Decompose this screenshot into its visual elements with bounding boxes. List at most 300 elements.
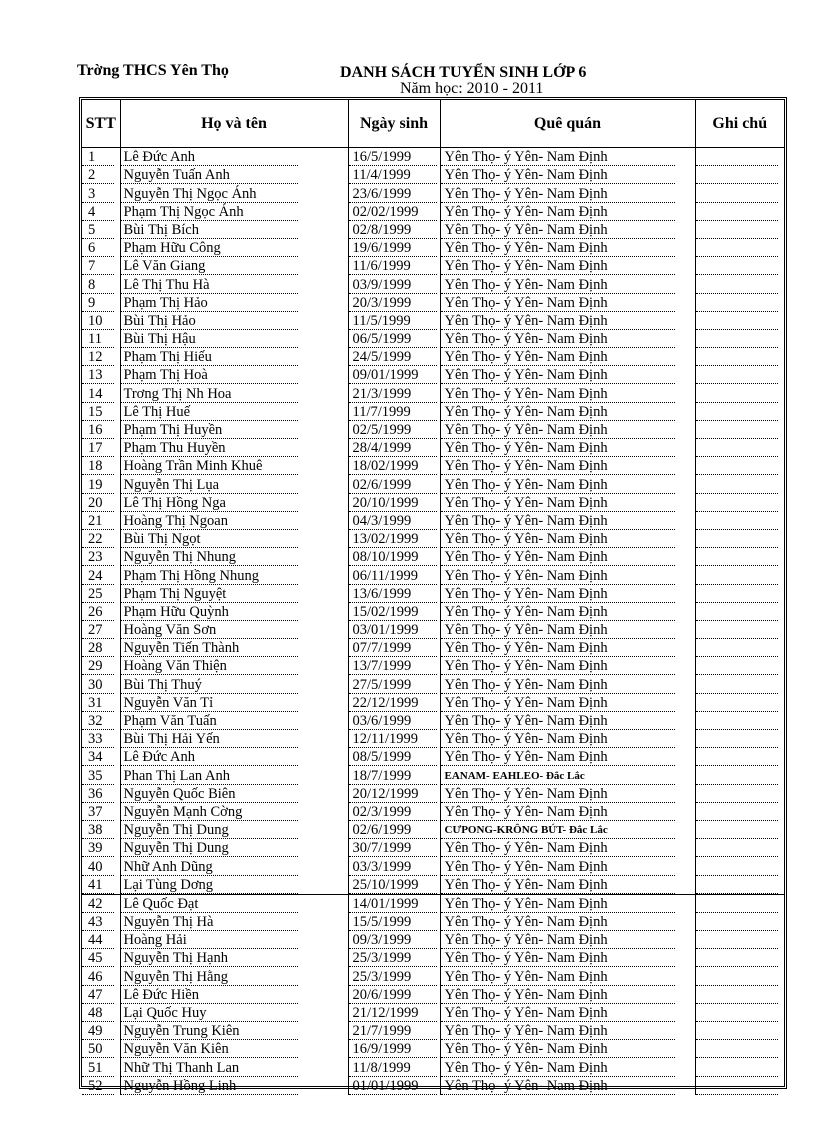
cell-name [120, 1077, 348, 1095]
cell-note [695, 621, 784, 639]
cell-name [120, 457, 348, 475]
cell-note [695, 184, 784, 202]
cell-hometown-text: Yên Thọ- ý Yên- Nam Định [441, 659, 675, 675]
cell-note [695, 986, 784, 1004]
cell-stt [82, 949, 120, 967]
cell-dob-text: 11/6/1999 [349, 259, 437, 275]
cell-dob-text: 02/02/1999 [349, 205, 437, 221]
cell-note [695, 475, 784, 493]
table-body [82, 148, 784, 1095]
cell-dob-text: 27/5/1999 [349, 678, 437, 694]
cell-stt [82, 748, 120, 766]
cell-stt [82, 530, 120, 548]
cell-hometown [440, 1077, 695, 1095]
cell-stt-text: 43 [82, 915, 114, 931]
cell-dob [348, 1058, 440, 1076]
cell-stt-text: 45 [82, 951, 114, 967]
cell-note-text [696, 951, 778, 967]
cell-hometown [440, 949, 695, 967]
cell-note [695, 1040, 784, 1058]
cell-dob [348, 766, 440, 784]
cell-hometown-text: Yên Thọ- ý Yên- Nam Định [441, 915, 675, 931]
table-row [82, 530, 784, 548]
cell-dob [348, 657, 440, 675]
cell-dob [348, 986, 440, 1004]
table-row [82, 548, 784, 566]
cell-dob-text: 18/02/1999 [349, 459, 437, 475]
cell-hometown [440, 239, 695, 257]
cell-dob [348, 913, 440, 931]
cell-hometown-text: Yên Thọ- ý Yên- Nam Định [441, 478, 675, 494]
cell-hometown-text: Yên Thọ- ý Yên- Nam Định [441, 296, 675, 312]
cell-stt-text: 5 [82, 223, 114, 239]
cell-dob-text: 19/6/1999 [349, 241, 437, 257]
cell-name [120, 931, 348, 949]
column-header-stt: STT [82, 100, 120, 148]
cell-note [695, 766, 784, 784]
cell-stt [82, 166, 120, 184]
cell-name [120, 1022, 348, 1040]
cell-note [695, 967, 784, 985]
cell-hometown-text: Yên Thọ- ý Yên- Nam Định [441, 405, 675, 421]
table-row [82, 931, 784, 949]
cell-hometown-text: Yên Thọ- ý Yên- Nam Định [441, 350, 675, 366]
cell-hometown [440, 621, 695, 639]
table-row [82, 512, 784, 530]
cell-dob [348, 621, 440, 639]
cell-dob-text: 21/12/1999 [349, 1006, 437, 1022]
table-row [82, 857, 784, 875]
cell-name [120, 694, 348, 712]
cell-hometown [440, 913, 695, 931]
cell-name [120, 475, 348, 493]
cell-hometown-text: Yên Thọ- ý Yên- Nam Định [441, 678, 675, 694]
cell-name-text: Bùi Thị Thuý [121, 678, 298, 694]
cell-stt-text: 36 [82, 787, 114, 803]
cell-note [695, 221, 784, 239]
cell-hometown-text: Yên Thọ- ý Yên- Nam Định [441, 314, 675, 330]
cell-stt [82, 986, 120, 1004]
cell-note-text [696, 278, 778, 294]
cell-dob [348, 949, 440, 967]
cell-note [695, 512, 784, 530]
cell-stt [82, 548, 120, 566]
cell-name [120, 949, 348, 967]
cell-hometown-text: Yên Thọ- ý Yên- Nam Định [441, 970, 675, 986]
cell-name [120, 876, 348, 895]
cell-stt-text: 6 [82, 241, 114, 257]
cell-stt [82, 603, 120, 621]
cell-dob-text: 09/3/1999 [349, 933, 437, 949]
cell-hometown [440, 166, 695, 184]
cell-dob [348, 403, 440, 421]
cell-stt [82, 330, 120, 348]
cell-stt [82, 857, 120, 875]
cell-note [695, 239, 784, 257]
cell-stt-text: 46 [82, 970, 114, 986]
cell-name-text: Lê Đức Anh [121, 750, 298, 766]
cell-name [120, 548, 348, 566]
cell-stt [82, 1040, 120, 1058]
cell-name-text: Phạm Hữu Quỳnh [121, 605, 298, 621]
table-row [82, 275, 784, 293]
cell-hometown-text: Yên Thọ- ý Yên- Nam Định [441, 187, 675, 203]
cell-note [695, 694, 784, 712]
cell-dob [348, 348, 440, 366]
cell-note-text [696, 387, 778, 403]
cell-dob [348, 712, 440, 730]
cell-dob [348, 639, 440, 657]
cell-stt [82, 475, 120, 493]
cell-hometown [440, 184, 695, 202]
cell-dob-text: 20/12/1999 [349, 787, 437, 803]
cell-stt [82, 585, 120, 603]
cell-note-text [696, 915, 778, 931]
cell-note [695, 530, 784, 548]
cell-note-text [696, 314, 778, 330]
cell-note [695, 384, 784, 402]
cell-name [120, 712, 348, 730]
cell-hometown-text: Yên Thọ- ý Yên- Nam Định [441, 897, 675, 913]
cell-stt [82, 312, 120, 330]
cell-stt-text: 31 [82, 696, 114, 712]
cell-dob [348, 457, 440, 475]
cell-hometown [440, 1058, 695, 1076]
cell-name-text: Phạm Thị Hồng Nhung [121, 569, 298, 585]
cell-stt [82, 694, 120, 712]
cell-dob [348, 221, 440, 239]
cell-name-text: Hoàng Văn Thiện [121, 659, 298, 675]
cell-note-text [696, 732, 778, 748]
cell-dob [348, 566, 440, 584]
cell-note [695, 931, 784, 949]
cell-note-text [696, 714, 778, 730]
cell-note [695, 712, 784, 730]
cell-dob-text: 23/6/1999 [349, 187, 437, 203]
cell-name [120, 330, 348, 348]
cell-note-text [696, 1061, 778, 1077]
cell-dob [348, 312, 440, 330]
cell-note-text [696, 569, 778, 585]
cell-note [695, 949, 784, 967]
cell-hometown-text: Yên Thọ- ý Yên- Nam Định [441, 459, 675, 475]
cell-note [695, 203, 784, 221]
cell-note [695, 639, 784, 657]
cell-note-text [696, 659, 778, 675]
table-row [82, 239, 784, 257]
table-row [82, 148, 784, 167]
cell-stt-text: 35 [82, 769, 114, 785]
cell-name-text: Lê Thị Thu Hà [121, 278, 298, 294]
cell-hometown-text: Yên Thọ- ý Yên- Nam Định [441, 696, 675, 712]
cell-dob [348, 785, 440, 803]
cell-stt-text: 1 [82, 150, 114, 166]
cell-dob [348, 475, 440, 493]
cell-dob [348, 148, 440, 167]
cell-dob [348, 803, 440, 821]
cell-stt [82, 403, 120, 421]
cell-name [120, 239, 348, 257]
cell-name-text: Nguyễn Thị Dung [121, 841, 298, 857]
cell-note-text [696, 459, 778, 475]
cell-hometown-text: Yên Thọ- ý Yên- Nam Định [441, 368, 675, 384]
cell-stt [82, 657, 120, 675]
cell-dob-text: 13/02/1999 [349, 532, 437, 548]
cell-hometown-text: Yên Thọ- ý Yên- Nam Định [441, 787, 675, 803]
cell-note-text [696, 641, 778, 657]
table-row [82, 1077, 784, 1095]
cell-name-text: Nguyễn Thị Nhung [121, 550, 298, 566]
table-row [82, 876, 784, 895]
cell-dob-text: 12/11/1999 [349, 732, 437, 748]
cell-hometown-text: Yên Thọ- ý Yên- Nam Định [441, 387, 675, 403]
cell-name-text: Phạm Văn Tuấn [121, 714, 298, 730]
cell-stt-text: 12 [82, 350, 114, 366]
cell-dob [348, 384, 440, 402]
cell-note [695, 257, 784, 275]
cell-note-text [696, 1079, 778, 1095]
cell-note-text [696, 478, 778, 494]
cell-dob-text: 15/5/1999 [349, 915, 437, 931]
cell-name [120, 894, 348, 913]
cell-hometown [440, 675, 695, 693]
column-header-note: Ghi chú [695, 100, 784, 148]
cell-note-text [696, 150, 778, 166]
cell-stt [82, 967, 120, 985]
table-row [82, 657, 784, 675]
cell-note [695, 330, 784, 348]
cell-note-text [696, 805, 778, 821]
cell-hometown-text: Yên Thọ- ý Yên- Nam Định [441, 259, 675, 275]
cell-stt [82, 803, 120, 821]
cell-hometown-text: Yên Thọ- ý Yên- Nam Định [441, 732, 675, 748]
cell-note-text [696, 368, 778, 384]
cell-hometown [440, 1040, 695, 1058]
cell-name [120, 384, 348, 402]
cell-note [695, 785, 784, 803]
cell-hometown-text: Yên Thọ- ý Yên- Nam Định [441, 750, 675, 766]
cell-dob-text: 02/3/1999 [349, 805, 437, 821]
cell-name [120, 494, 348, 512]
cell-dob-text: 25/3/1999 [349, 951, 437, 967]
cell-name-text: Hoàng Hải [121, 933, 298, 949]
cell-note [695, 494, 784, 512]
cell-dob [348, 548, 440, 566]
cell-name-text: Phạm Hữu Công [121, 241, 298, 257]
cell-stt-text: 16 [82, 423, 114, 439]
cell-note-text [696, 205, 778, 221]
cell-hometown-text: Yên Thọ- ý Yên- Nam Định [441, 532, 675, 548]
cell-stt [82, 621, 120, 639]
cell-name-text: Lê Đức Anh [121, 150, 298, 166]
cell-note [695, 803, 784, 821]
cell-dob-text: 22/12/1999 [349, 696, 437, 712]
cell-hometown [440, 148, 695, 167]
cell-note-text [696, 441, 778, 457]
cell-stt [82, 384, 120, 402]
cell-name [120, 166, 348, 184]
cell-hometown [440, 694, 695, 712]
cell-name [120, 1004, 348, 1022]
cell-note-text [696, 605, 778, 621]
cell-name [120, 439, 348, 457]
cell-dob-text: 02/6/1999 [349, 478, 437, 494]
cell-note [695, 566, 784, 584]
cell-dob-text: 09/01/1999 [349, 368, 437, 384]
cell-hometown-text: Yên Thọ- ý Yên- Nam Định [441, 933, 675, 949]
cell-name [120, 348, 348, 366]
cell-name [120, 621, 348, 639]
table-row [82, 403, 784, 421]
cell-stt-text: 37 [82, 805, 114, 821]
cell-hometown [440, 494, 695, 512]
cell-name-text: Nguyễn Thị Hạnh [121, 951, 298, 967]
cell-dob-text: 06/11/1999 [349, 569, 437, 585]
cell-dob-text: 25/10/1999 [349, 878, 437, 894]
cell-name [120, 294, 348, 312]
cell-note [695, 675, 784, 693]
cell-hometown [440, 1004, 695, 1022]
cell-stt [82, 785, 120, 803]
cell-note [695, 403, 784, 421]
cell-hometown [440, 967, 695, 985]
cell-dob [348, 730, 440, 748]
cell-hometown-text: Yên Thọ- ý Yên- Nam Định [441, 951, 675, 967]
cell-stt [82, 913, 120, 931]
cell-hometown [440, 512, 695, 530]
cell-name-text: Lại Quốc Huy [121, 1006, 298, 1022]
cell-name-text: Nguyễn Thị Lụa [121, 478, 298, 494]
cell-note [695, 275, 784, 293]
cell-dob [348, 512, 440, 530]
cell-hometown [440, 530, 695, 548]
cell-hometown-text: Yên Thọ- ý Yên- Nam Định [441, 150, 675, 166]
cell-name-text: Nguyễn Quốc Biên [121, 787, 298, 803]
table-row [82, 566, 784, 584]
cell-hometown-text: Yên Thọ- ý Yên- Nam Định [441, 168, 675, 184]
cell-stt-text: 19 [82, 478, 114, 494]
cell-dob-text: 08/10/1999 [349, 550, 437, 566]
cell-note [695, 1058, 784, 1076]
cell-stt [82, 821, 120, 839]
cell-hometown-text: Yên Thọ- ý Yên- Nam Định [441, 641, 675, 657]
table-row [82, 785, 784, 803]
cell-name-text: Nguyễn Mạnh Cờng [121, 805, 298, 821]
cell-dob-text: 11/4/1999 [349, 168, 437, 184]
cell-dob [348, 894, 440, 913]
cell-name-text: Hoàng Thị Ngoan [121, 514, 298, 530]
cell-note [695, 421, 784, 439]
cell-name-text: Nguyễn Thị Dung [121, 823, 298, 839]
table-row [82, 821, 784, 839]
cell-hometown-text: Yên Thọ- ý Yên- Nam Định [441, 714, 675, 730]
cell-stt-text: 18 [82, 459, 114, 475]
cell-note [695, 366, 784, 384]
table-row [82, 748, 784, 766]
cell-name-text: Lê Quốc Đạt [121, 897, 298, 913]
cell-name [120, 312, 348, 330]
cell-note [695, 1022, 784, 1040]
cell-dob-text: 07/7/1999 [349, 641, 437, 657]
cell-note [695, 1004, 784, 1022]
cell-stt [82, 494, 120, 512]
cell-note-text [696, 259, 778, 275]
cell-stt [82, 257, 120, 275]
cell-dob-text: 02/6/1999 [349, 823, 437, 839]
cell-name-text: Nguyễn Tuấn Anh [121, 168, 298, 184]
cell-hometown [440, 657, 695, 675]
table-row [82, 312, 784, 330]
cell-hometown-text: Yên Thọ- ý Yên- Nam Định [441, 1042, 675, 1058]
cell-note-text [696, 296, 778, 312]
table-row [82, 730, 784, 748]
cell-name [120, 530, 348, 548]
cell-dob [348, 275, 440, 293]
cell-stt-text: 42 [82, 897, 114, 913]
cell-note [695, 1077, 784, 1095]
cell-stt [82, 348, 120, 366]
cell-name [120, 184, 348, 202]
cell-dob [348, 931, 440, 949]
school-name: Trờng THCS Yên Thọ [77, 62, 229, 79]
cell-note [695, 603, 784, 621]
cell-dob [348, 1077, 440, 1095]
cell-name-text: Lê Đức Hiền [121, 988, 298, 1004]
cell-name [120, 730, 348, 748]
table-row [82, 1022, 784, 1040]
cell-name-text: Nhữ Anh Dũng [121, 860, 298, 876]
cell-name-text: Phạm Thị Ngọc Ánh [121, 205, 298, 221]
cell-stt [82, 457, 120, 475]
cell-hometown-text: CƯPONG-KRÔNG BÚT- Đắc Lắc [441, 823, 675, 839]
cell-name-text: Nguyễn Thị Hằng [121, 970, 298, 986]
cell-name [120, 203, 348, 221]
cell-note [695, 748, 784, 766]
cell-stt [82, 148, 120, 167]
cell-name-text: Bùi Thị Bích [121, 223, 298, 239]
cell-dob-text: 03/01/1999 [349, 623, 437, 639]
cell-note-text [696, 223, 778, 239]
cell-note-text [696, 988, 778, 1004]
cell-hometown [440, 839, 695, 857]
cell-dob-text: 02/8/1999 [349, 223, 437, 239]
cell-note-text [696, 841, 778, 857]
cell-dob-text: 20/3/1999 [349, 296, 437, 312]
cell-dob-text: 15/02/1999 [349, 605, 437, 621]
cell-note-text [696, 623, 778, 639]
cell-note-text [696, 1042, 778, 1058]
cell-name [120, 766, 348, 784]
cell-note-text [696, 405, 778, 421]
table-row [82, 366, 784, 384]
cell-dob-text: 01/01/1999 [349, 1079, 437, 1095]
cell-dob [348, 494, 440, 512]
cell-hometown [440, 475, 695, 493]
cell-note-text [696, 241, 778, 257]
cell-note-text [696, 587, 778, 603]
cell-stt [82, 221, 120, 239]
cell-dob-text: 03/6/1999 [349, 714, 437, 730]
cell-note-text [696, 514, 778, 530]
cell-note [695, 839, 784, 857]
cell-name-text: Nguyễn Văn Tỉ [121, 696, 298, 712]
cell-dob [348, 184, 440, 202]
table-row [82, 694, 784, 712]
cell-stt [82, 239, 120, 257]
cell-note [695, 876, 784, 895]
cell-hometown-text: Yên Thọ- ý Yên- Nam Định [441, 241, 675, 257]
cell-name-text: Nguyễn Thị Hà [121, 915, 298, 931]
